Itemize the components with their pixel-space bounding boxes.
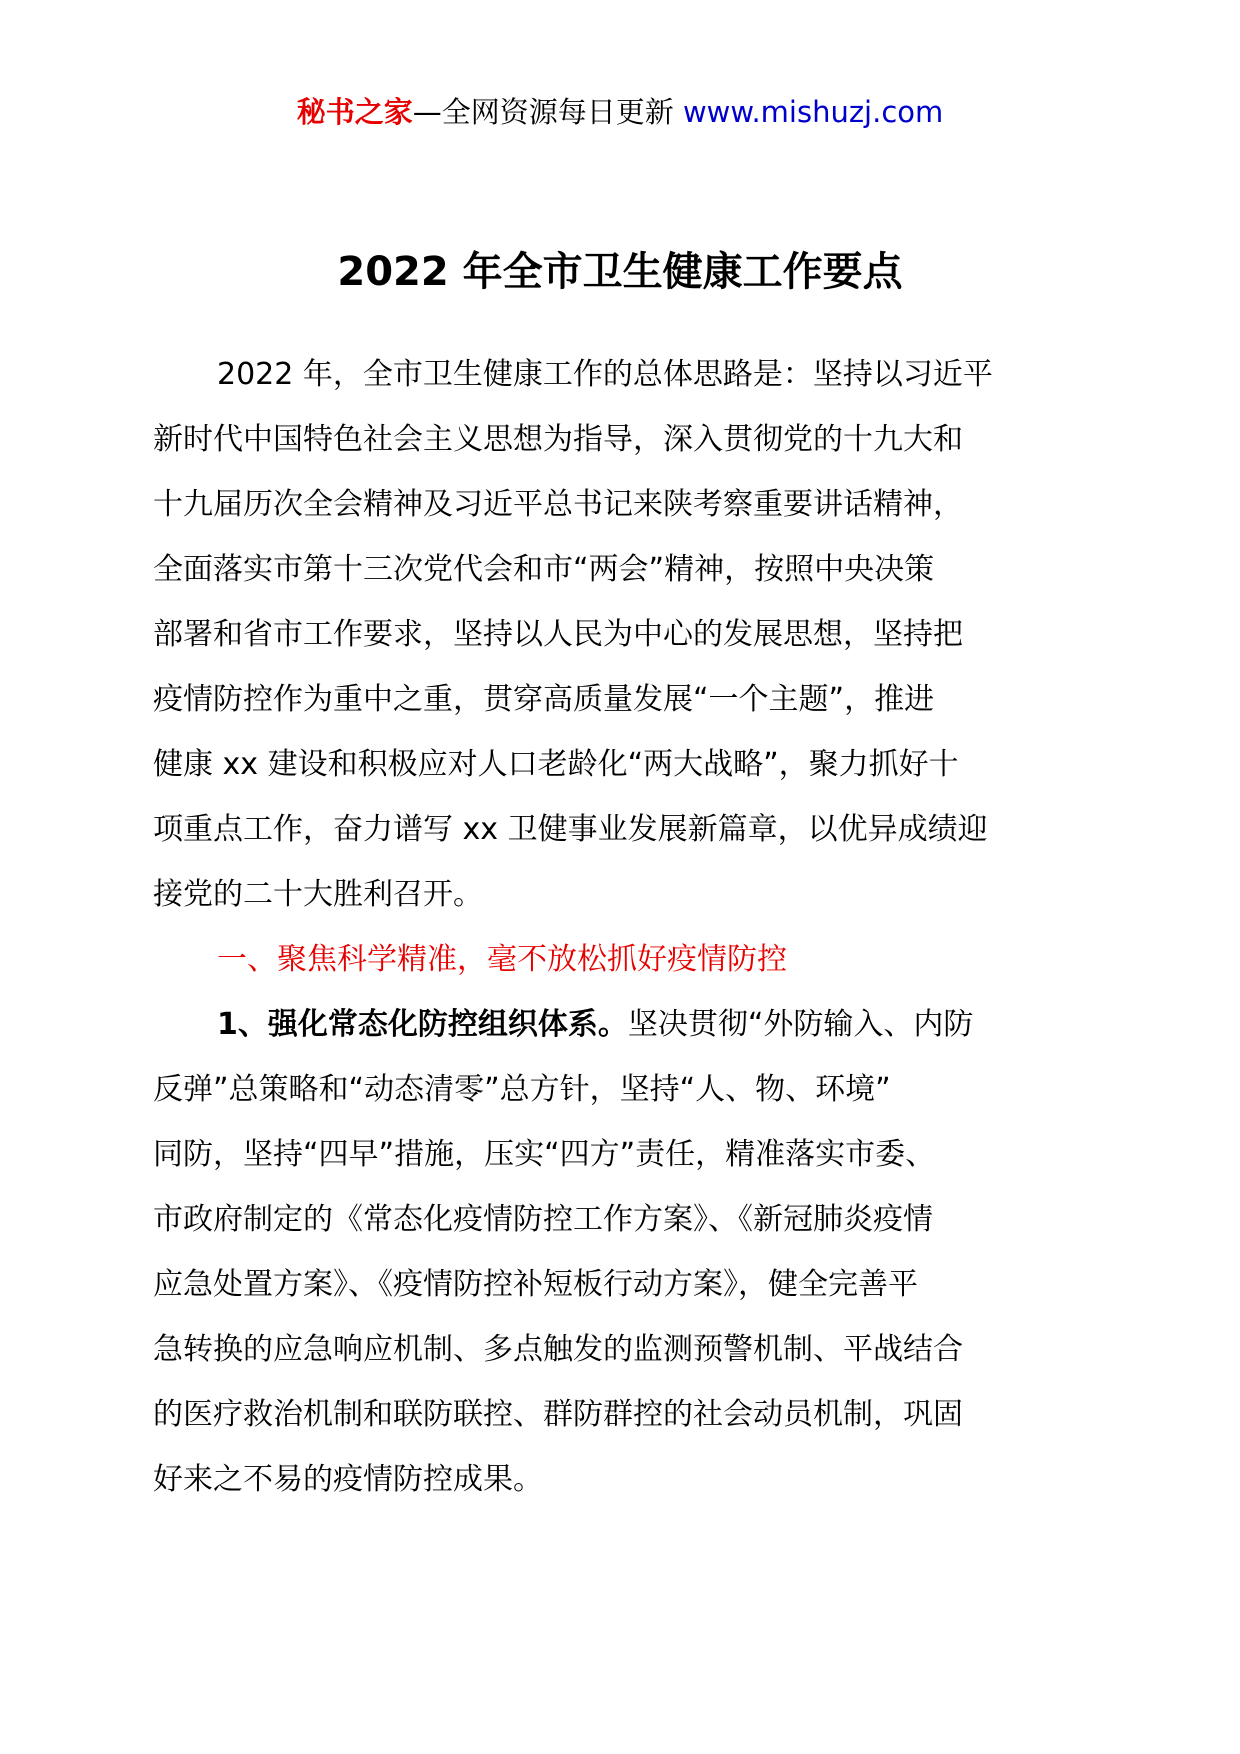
section-heading: 一、聚焦科学精准，毫不放松抓好疫情防控 [217,942,787,977]
intro-paragraph-line: 部署和省市工作要求，坚持以人民为中心的发展思想，坚持把 [153,617,963,652]
site-slogan: —全网资源每日更新 [412,95,674,129]
site-brand: 秘书之家 [296,95,413,129]
intro-paragraph-line: 项重点工作，奋力谱写 xx 卫健事业发展新篇章，以优异成绩迎 [153,812,988,847]
item-lead-text: 1、强化常态化防控组织体系。 [217,1007,628,1042]
item-paragraph-line: 好来之不易的疫情防控成果。 [153,1462,543,1497]
document-body [153,342,1093,1512]
site-header-banner [0,92,1240,132]
item-paragraph-line: 急转换的应急响应机制、多点触发的监测预警机制、平战结合 [153,1332,963,1367]
item-paragraph-line: 反弹”总策略和“动态清零”总方针，坚持“人、物、环境” [153,1072,891,1107]
intro-paragraph-line: 十九届历次全会精神及习近平总书记来陕考察重要讲话精神， [153,487,963,522]
intro-paragraph-line: 接党的二十大胜利召开。 [153,877,483,912]
item-paragraph-line: 市政府制定的《常态化疫情防控工作方案》、《新冠肺炎疫情 [153,1202,933,1237]
intro-paragraph-line: 健康 xx 建设和积极应对人口老龄化“两大战略”，聚力抓好十 [153,747,959,782]
intro-paragraph-line: 2022 年，全市卫生健康工作的总体思路是：坚持以习近平 [217,357,993,392]
site-url-link[interactable]: www.mishuzj.com [682,95,944,129]
document-title: 2022 年全市卫生健康工作要点 [337,249,903,295]
item-paragraph-line: 同防，坚持“四早”措施，压实“四方”责任，精准落实市委、 [153,1137,936,1172]
intro-paragraph-line: 新时代中国特色社会主义思想为指导，深入贯彻党的十九大和 [153,422,963,457]
item-paragraph-line: 应急处置方案》、《疫情防控补短板行动方案》，健全完善平 [153,1267,918,1302]
item-paragraph-line: 的医疗救治机制和联防联控、群防群控的社会动员机制，巩固 [153,1397,963,1432]
intro-paragraph-line: 疫情防控作为重中之重，贯穿高质量发展“一个主题”，推进 [153,682,935,717]
intro-paragraph-line: 全面落实市第十三次党代会和市“两会”精神，按照中央决策 [153,552,935,587]
item-first-line-text: 坚决贯彻“外防输入、内防 [627,1007,974,1042]
item-paragraph-first-line [153,992,1093,1057]
